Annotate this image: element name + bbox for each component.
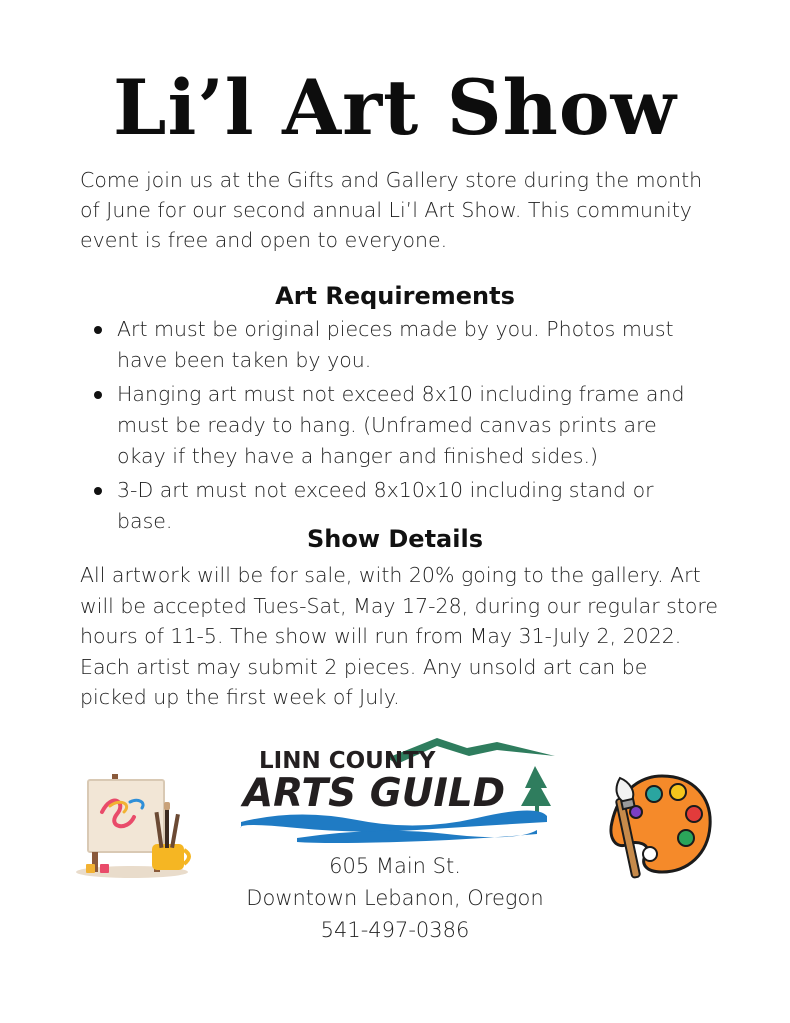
list-item: Hanging art must not exceed 8x10 including frame and must be ready to hang. (Unframed canvas prints are okay if they have a hanger and finished sides.): [80, 379, 710, 472]
list-item: 3-D art must not exceed 8x10x10 including stand or base.: [80, 475, 710, 537]
address-block: [0, 850, 790, 946]
address-city: Downtown Lebanon, Oregon: [246, 886, 544, 910]
intro-paragraph: Come join us at the Gifts and Gallery store during the month of June for our second annual Li’l Art Show. This community event is free and open to everyone.: [80, 168, 703, 252]
logo-line2: ARTS GUILD: [243, 771, 506, 816]
page-title: Li’l Art Show: [113, 63, 677, 152]
address-phone: 541-497-0386: [320, 918, 470, 942]
list-item: Art must be original pieces made by you. Photos must have been taken by you.: [80, 314, 710, 376]
address-street: 605 Main St.: [329, 854, 461, 878]
arts-guild-logo: [237, 730, 557, 850]
logo-line1: LINN COUNTY: [259, 748, 436, 774]
details-heading: Show Details: [307, 525, 483, 553]
requirements-list: [80, 314, 710, 540]
requirements-heading: Art Requirements: [275, 282, 515, 310]
details-paragraph: All artwork will be for sale, with 20% going to the gallery. Art will be accepted Tues-Sat, May 17-28, during our regular store hours of 11-5. The show will run from May 31-July 2, 2022. Each artist may submit 2 pieces. Any unsold art can be picked up the first week of July.: [80, 563, 719, 709]
